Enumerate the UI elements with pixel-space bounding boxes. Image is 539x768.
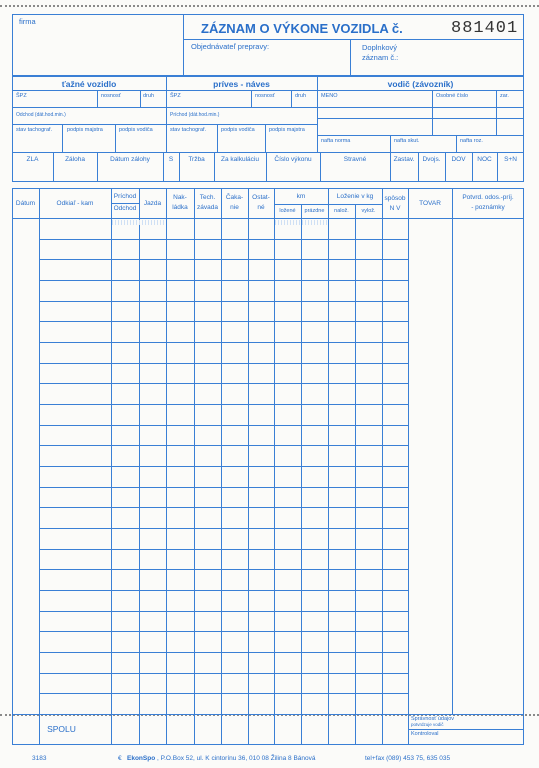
dov-label: DOV [451, 156, 466, 163]
trzba-label: Tržba [188, 156, 205, 163]
tazne-odchod-label: Odchod (dát.hod.min.) [16, 112, 66, 118]
tazne-stav-label: stav tachograf. [16, 127, 53, 133]
prives-druh-label: druh [295, 93, 307, 99]
vodic-nafta-norma-label: nafta norma [321, 138, 351, 144]
col-potvrd-2: - poznámky [471, 204, 505, 211]
col-tech-1: Tech. [199, 194, 216, 201]
table-row-line [39, 239, 408, 240]
col-naloz: nalož. [334, 208, 349, 214]
table-row-line [39, 487, 408, 488]
objednavatel-label: Objednávateľ prepravy: [191, 42, 270, 51]
col-cakanie-2: nie [230, 204, 239, 211]
table-row-line [39, 259, 408, 260]
table-row-line [39, 445, 408, 446]
spravnost-label-2: potvrdzuje vodič [411, 722, 444, 727]
publisher-address: , P.O.Box 52, ul. K cintorínu 36, 010 08 Žilina 8 Bánová [157, 755, 316, 762]
stravne-label: Stravné [343, 156, 367, 163]
cislo-vykonu-label: Číslo výkonu [274, 156, 312, 163]
zastav-label: Zastav. [393, 156, 415, 163]
tazne-druh-label: druh [143, 93, 155, 99]
dvojs-label: Dvojs. [422, 156, 441, 163]
col-ostatne-2: né [257, 204, 265, 211]
tazne-nosnost-label: nosnosť [101, 93, 121, 99]
col-km: km [296, 193, 306, 200]
firma-label: firma [19, 17, 36, 26]
section-vodic: vodič (závozník) [387, 79, 454, 89]
vodic-zar-label: zar. [500, 93, 509, 99]
za-kalkulaciu-label: Za kalkuláciu [221, 156, 259, 163]
col-sposob-1: spôsob [384, 195, 406, 202]
prives-nosnost-label: nosnosť [255, 93, 275, 99]
tazne-spz-label: ŠPZ [16, 93, 27, 99]
publisher-logo-icon: € [118, 755, 122, 762]
col-jazda: Jazda [143, 200, 162, 207]
doplnkovy-label-1: Doplnkový [362, 43, 398, 52]
prives-podpis-majstra-label: podpis majstra [269, 127, 305, 133]
noc-label: NOC [477, 156, 492, 163]
table-row-line [39, 321, 408, 322]
table-row-line [39, 363, 408, 364]
tazne-podpis-vodica-label: podpis vodiča [119, 127, 153, 133]
table-row-line [39, 301, 408, 302]
table-row-line [39, 466, 408, 467]
col-cakanie-1: Čaka- [225, 194, 244, 201]
spolu-label: SPOLU [47, 724, 76, 734]
table-row-line [39, 528, 408, 529]
col-vyloz: vylož. [361, 208, 376, 214]
col-tovar: TOVAR [419, 200, 441, 207]
table-row-line [39, 569, 408, 570]
table-row-line [39, 404, 408, 405]
prives-podpis-vodica-label: podpis vodiča [221, 127, 255, 133]
spravnost-label-1: Správnosť údajov [411, 716, 455, 722]
col-nakladka-2: ládka [172, 204, 188, 211]
col-odkial-kam: Odkiaľ - kam [56, 200, 94, 207]
vodic-osobne-cislo-label: Osobné číslo [436, 93, 469, 99]
prives-prichod-label: Príchod (dát.hod.min.) [170, 112, 220, 118]
form-code: 3183 [32, 755, 47, 762]
form-title: ZÁZNAM O VÝKONE VOZIDLA č. [201, 21, 403, 36]
section-tazne-vozidlo: ťažné vozidlo [61, 79, 117, 89]
col-odchod: Odchod [113, 205, 137, 212]
vodic-meno-label: MENO [321, 93, 338, 99]
col-km-prazdne: prázdne [304, 208, 325, 214]
col-sposob-2: N V [389, 205, 401, 212]
datum-zalohy-label: Dátum zálohy [110, 156, 150, 163]
doplnkovy-label-2: záznam č.: [362, 53, 399, 62]
sn-label: S+N [504, 156, 517, 163]
publisher-tel: tel+fax (089) 453 75, 635 035 [365, 755, 451, 762]
table-row-line [39, 590, 408, 591]
zla-label: ZLA [26, 156, 39, 163]
kontroloval-label: Kontroloval [411, 731, 439, 737]
s-label: S [168, 156, 174, 163]
zaloha-label: Záloha [65, 156, 85, 163]
col-prichod: Príchod [113, 193, 137, 200]
table-row-line [39, 549, 408, 550]
col-nakladka-1: Nak- [173, 194, 187, 201]
table-row-line [39, 383, 408, 384]
table-row-line [39, 425, 408, 426]
table-row-line [39, 280, 408, 281]
col-tech-2: závada [197, 204, 218, 211]
col-km-lozene: ložené [279, 208, 296, 214]
table-row-line [39, 673, 408, 674]
top-perforation [0, 5, 539, 7]
publisher-name: EkonSpo [127, 755, 156, 762]
table-row-line [39, 631, 408, 632]
table-row-line [39, 652, 408, 653]
col-ostatne-1: Ostat- [252, 194, 270, 201]
vodic-nafta-skut-label: nafta skut. [394, 138, 420, 144]
vodic-nafta-roz-label: nafta roz. [460, 138, 483, 144]
prives-spz-label: ŠPZ [170, 93, 181, 99]
col-potvrd-1: Potvrd. odos.-príj. [462, 194, 514, 201]
table-row-line [39, 507, 408, 508]
col-datum: Dátum [15, 200, 36, 207]
section-prives-naves: príves - náves [213, 79, 270, 89]
prives-stav-label: stav tachograf. [170, 127, 207, 133]
col-lozenie: Loženie v kg [336, 193, 374, 200]
table-row-line [39, 693, 408, 694]
table-row-line [39, 342, 408, 343]
tazne-podpis-majstra-label: podpis majstra [67, 127, 103, 133]
form-number: 881401 [451, 19, 519, 38]
table-row-line [39, 611, 408, 612]
